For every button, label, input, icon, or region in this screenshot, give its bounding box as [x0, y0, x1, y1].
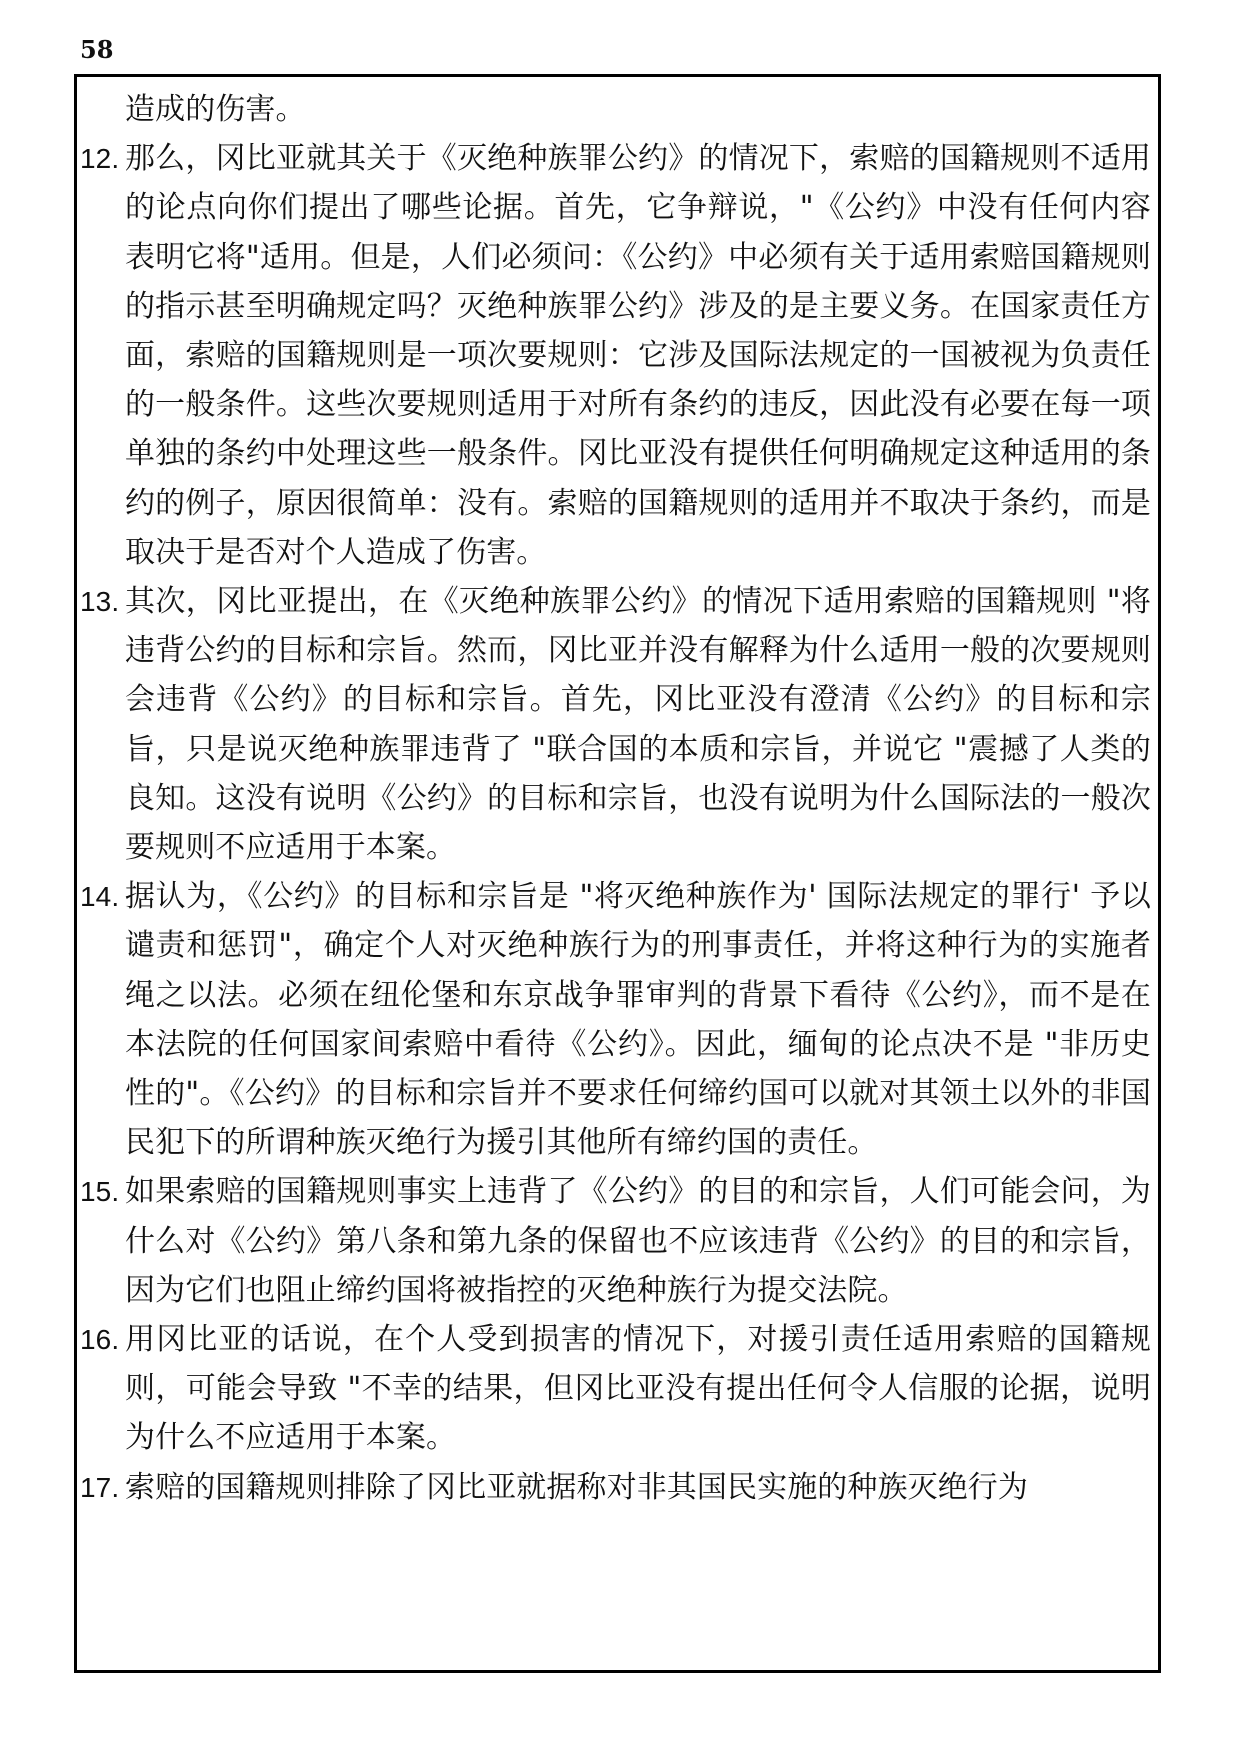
paragraph-number: 15. — [80, 1176, 120, 1208]
paragraph-text: 造成的伤害。 — [125, 92, 306, 127]
paragraph-text: 据认为，《公约》的目标和宗旨是 "将灭绝种族作为' 国际法规定的罪行' 予以谴责和惩罚"，确定个人对灭绝种族行为的刑事责任，并将这种行为的实施者绳之以法。必须在纽伦堡和东京战争罪审判的背景下看待《公约》，而不是在本法院的任何国家间索赔中看待《公约》。因此，缅甸的论点决不是 "非历史性的"。《公约》的目标和宗旨并不要求任何缔约国可以就对其领土以外的非国民犯下的所谓种族灭绝行为援引其他所有缔约国的责任。 — [125, 879, 1151, 1161]
paragraph-number: 13. — [80, 586, 120, 618]
paragraph-16 — [80, 1315, 1151, 1463]
paragraph-text: 如果索赔的国籍规则事实上违背了《公约》的目的和宗旨，人们可能会问，为什么对《公约》第八条和第九条的保留也不应该违背《公约》的目的和宗旨，因为它们也阻止缔约国将被指控的灭绝种族行为提交法院。 — [125, 1174, 1151, 1308]
document-body — [80, 85, 1151, 1512]
paragraph-12 — [80, 134, 1151, 577]
paragraph-text: 索赔的国籍规则排除了冈比亚就据称对非其国民实施的种族灭绝行为 — [125, 1469, 1028, 1505]
paragraph-15 — [80, 1167, 1151, 1315]
paragraph-13 — [80, 577, 1151, 872]
page-number: 58 — [80, 35, 114, 64]
paragraph-text: 那么，冈比亚就其关于《灭绝种族罪公约》的情况下，索赔的国籍规则不适用的论点向你们提出了哪些论据。首先，它争辩说，"《公约》中没有任何内容表明它将"适用。但是，人们必须问：《公约》中必须有关于适用索赔国籍规则的指示甚至明确规定吗？灭绝种族罪公约》涉及的是主要义务。在国家责任方面，索赔的国籍规则是一项次要规则：它涉及国际法规定的一国被视为负责任的一般条件。这些次要规则适用于对所有条约的违反，因此没有必要在每一项单独的条约中处理这些一般条件。冈比亚没有提供任何明确规定这种适用的条约的例子，原因很简单：没有。索赔的国籍规则的适用并不取决于条约，而是取决于是否对个人造成了伤害。 — [125, 141, 1151, 570]
paragraph-number: 12. — [80, 143, 120, 175]
paragraph-text: 用冈比亚的话说，在个人受到损害的情况下，对援引责任适用索赔的国籍规则，可能会导致 "不幸的结果，但冈比亚没有提出任何令人信服的论据，说明为什么不应适用于本案。 — [125, 1322, 1151, 1456]
paragraph-number: 14. — [80, 881, 120, 913]
paragraph-text: 其次，冈比亚提出，在《灭绝种族罪公约》的情况下适用索赔的国籍规则 "将违背公约的目标和宗旨。然而，冈比亚并没有解释为什么适用一般的次要规则会违背《公约》的目标和宗旨。首先，冈比亚没有澄清《公约》的目标和宗旨，只是说灭绝种族罪违背了 "联合国的本质和宗旨，并说它 "震撼了人类的良知。这没有说明《公约》的目标和宗旨，也没有说明为什么国际法的一般次要规则不应适用于本案。 — [125, 584, 1151, 866]
paragraph-continuation — [85, 85, 1151, 134]
paragraph-17 — [80, 1463, 1151, 1512]
content-frame — [74, 74, 1161, 1673]
paragraph-14 — [80, 872, 1151, 1167]
paragraph-number: 17. — [80, 1471, 120, 1503]
paragraph-number: 16. — [80, 1324, 120, 1356]
